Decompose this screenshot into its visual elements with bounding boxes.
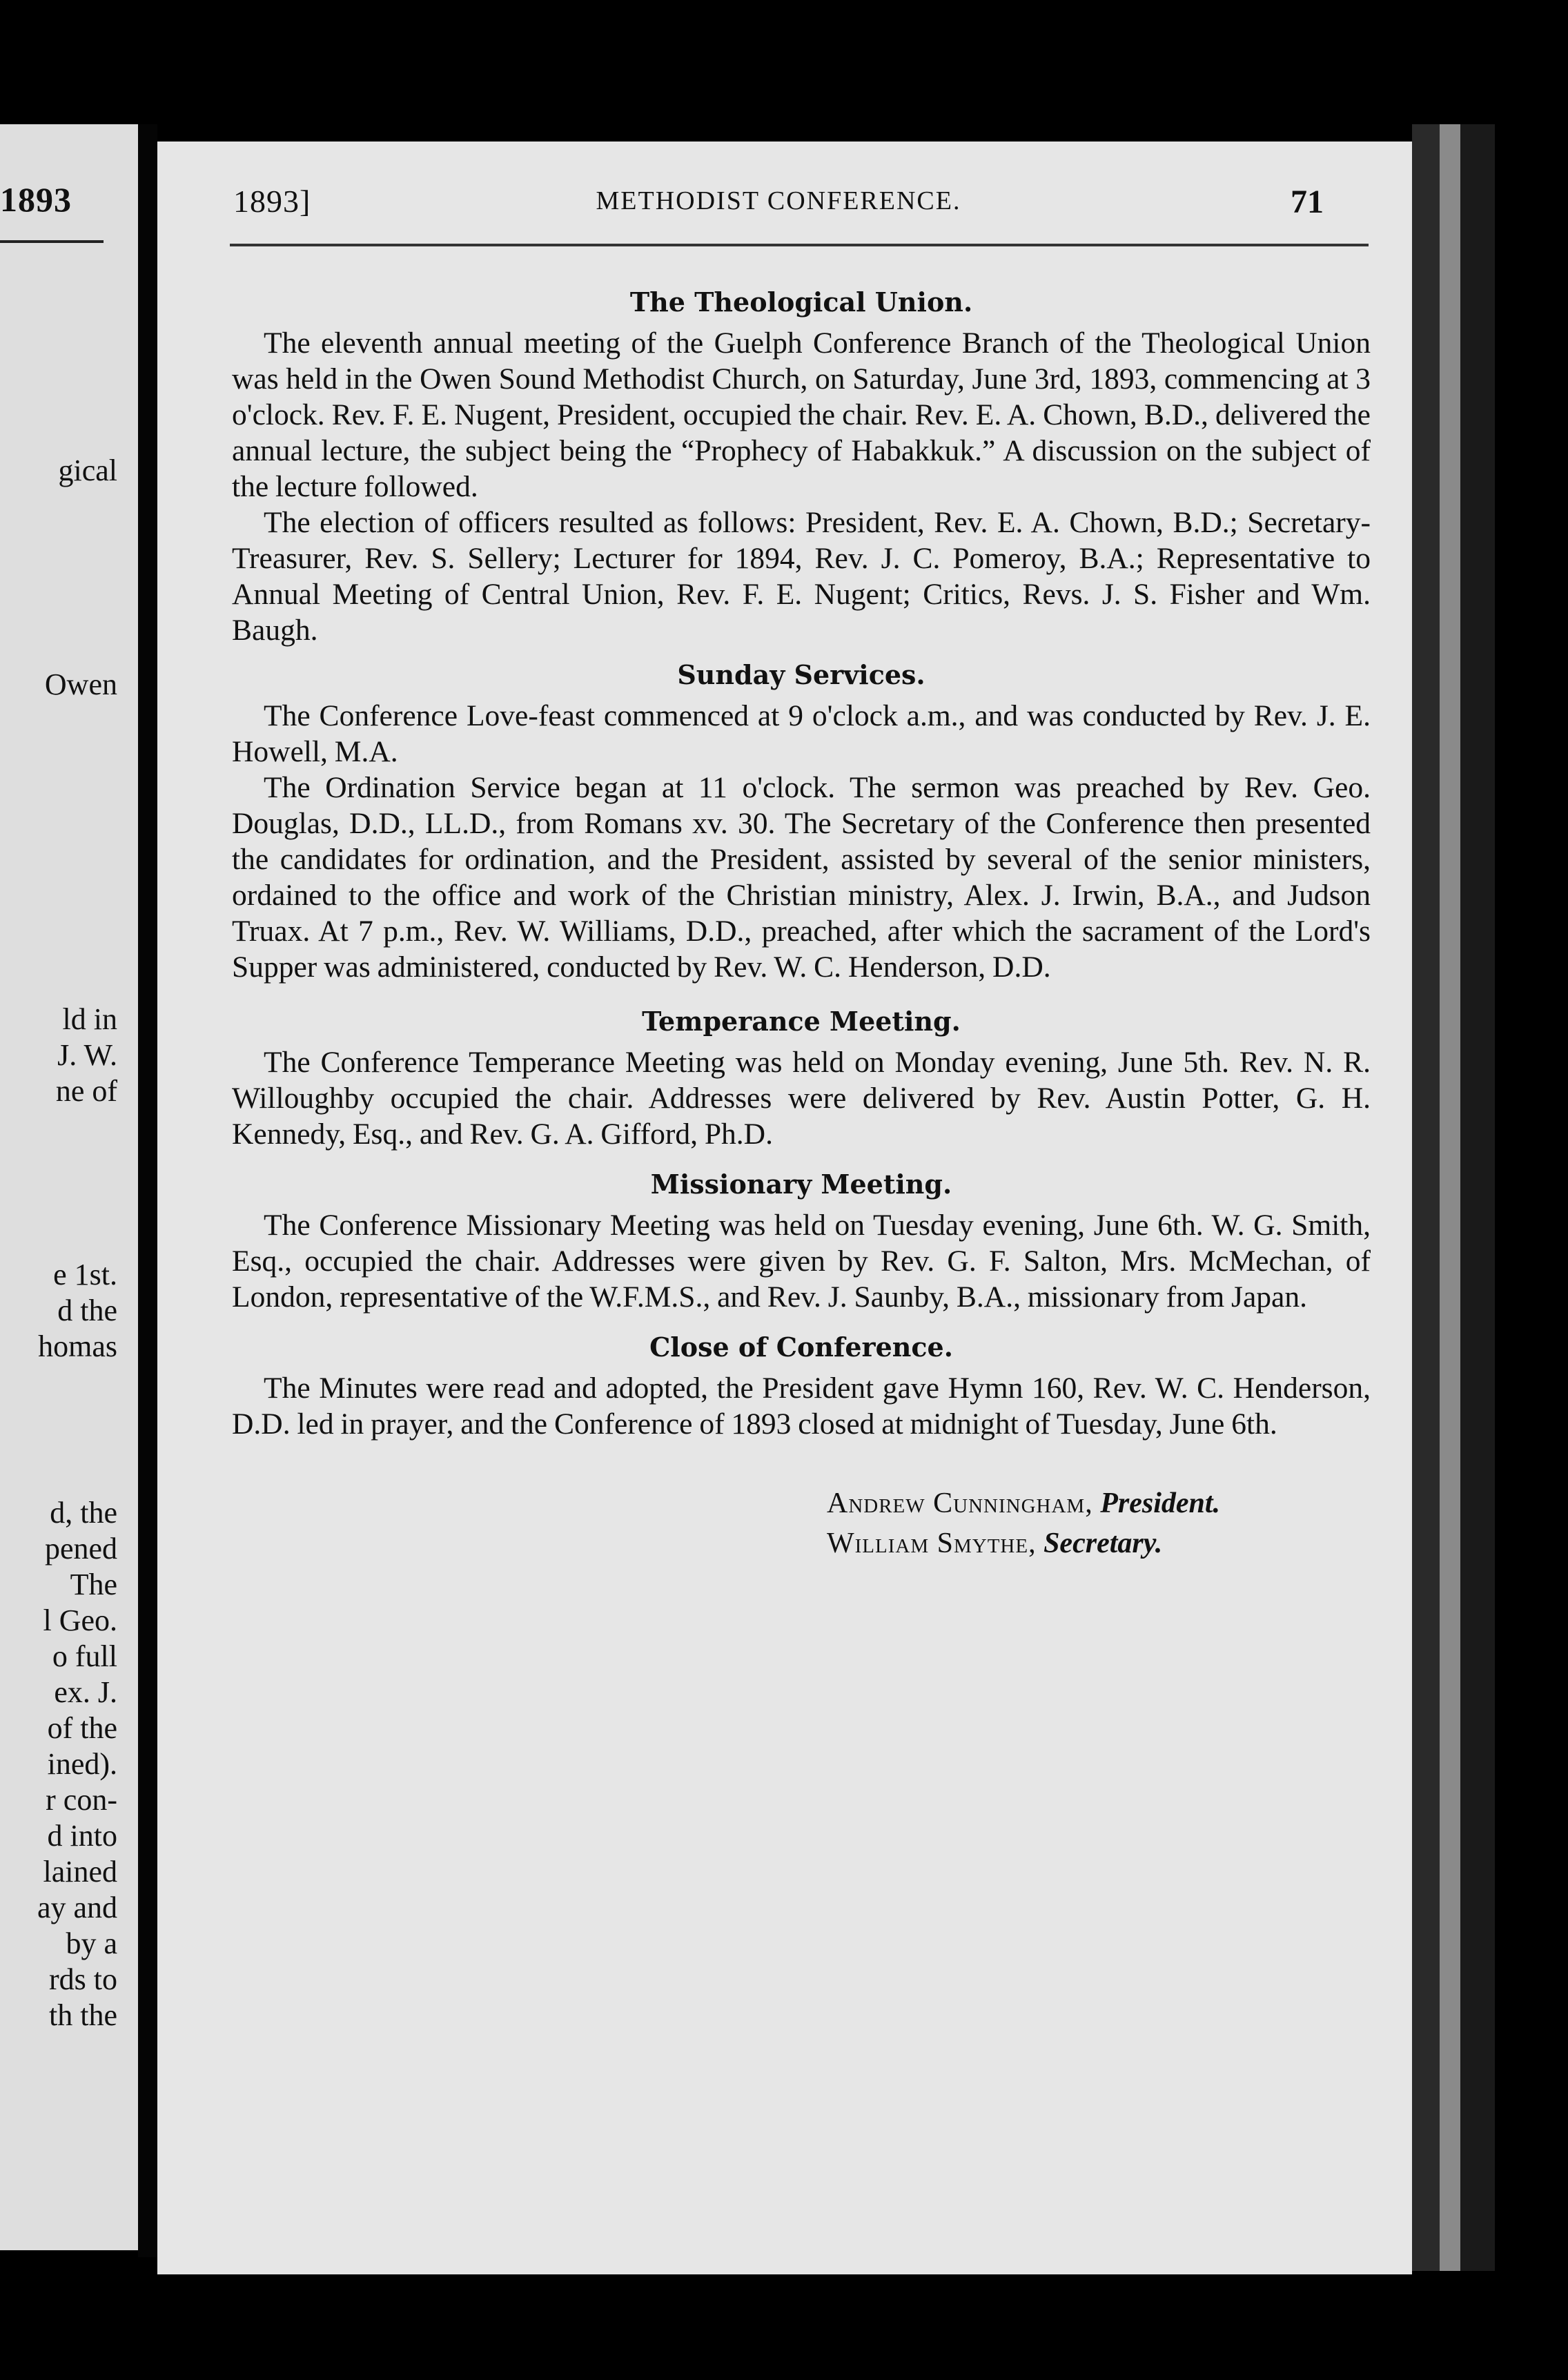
paragraph: The eleventh annual meeting of the Guelph Conference Branch of the Theological Union was held in the Owen Sound Methodist Church, on Saturday, June 3rd, 1893, commencing at 3 o'clock. Rev. F. E. Nugent, President, occupied the chair. Rev. E. A. Chown, B.D., delivered the annual lecture, the subject being the “Prophecy of Habakkuk.” A discussion on the subject of the lecture followed.: [232, 326, 1371, 503]
paragraph: The Ordination Service began at 11 o'clock. The sermon was preached by Rev. Geo. Douglas, D.D., LL.D., from Romans xv. 30. The Secretary of the Conference then presented the candidates for ordination, and the President, assisted by several of the senior ministers, ordained to the office and work of the Christian ministry, Alex. J. Irwin, B.A., and Judson Truax. At 7 p.m., Rev. W. Williams, D.D., preached, after which the sacrament of the Lord's Supper was administered, conducted by Rev. W. C. Henderson, D.D.: [232, 771, 1371, 984]
previous-page-header: 1893: [0, 180, 72, 219]
running-head-title: METHODIST CONFERENCE.: [596, 186, 961, 215]
previous-page-fragment: ld in: [62, 1002, 117, 1036]
running-head: [233, 183, 1324, 224]
previous-page-fragment: gical: [58, 453, 117, 487]
previous-page-fragment: ex. J.: [54, 1675, 117, 1709]
book-gutter: [138, 124, 157, 2257]
previous-page-fragment: The: [70, 1568, 117, 1601]
previous-page-fragment: Owen: [44, 667, 117, 701]
section-heading: Close of Conference.: [649, 1332, 953, 1363]
previous-page-fragment: homas: [38, 1329, 117, 1363]
previous-page-fragment: d, the: [50, 1496, 117, 1530]
previous-page-fragment: rds to: [49, 1962, 117, 1996]
previous-page-rule: [0, 240, 104, 243]
section-heading: Missionary Meeting.: [650, 1169, 952, 1200]
paragraph: The Conference Missionary Meeting was held on Tuesday evening, June 6th. W. G. Smith, Esq., occupied the chair. Addresses were given by Rev. G. F. Salton, Mrs. McMechan, of London, representative of the W.F.M.S., and Rev. J. Saunby, B.A., missionary from Japan.: [232, 1209, 1371, 1314]
previous-page-fragment: d the: [57, 1294, 117, 1327]
page-number: 71: [1291, 184, 1324, 220]
section-sunday-services: [232, 652, 1371, 985]
previous-page-fragment: ne of: [55, 1074, 117, 1108]
signature-block: [827, 1483, 1371, 1563]
previous-page-edge: [0, 124, 138, 2250]
previous-page-fragment: e 1st.: [53, 1258, 117, 1291]
signature-president: [827, 1483, 1371, 1523]
section-temperance-meeting: [232, 999, 1371, 1152]
signatory-name: Andrew Cunningham,: [827, 1488, 1093, 1519]
previous-page-fragment: pened: [44, 1532, 117, 1565]
signatory-title: Secretary.: [1043, 1528, 1163, 1559]
previous-page-fragment: d into: [47, 1819, 117, 1853]
previous-page-fragment: J. W.: [57, 1038, 117, 1072]
book-page: [157, 142, 1412, 2274]
paragraph: The Minutes were read and adopted, the President gave Hymn 160, Rev. W. C. Henderson, D.D. led in prayer, and the Conference of 1893 closed at midnight of Tuesday, June 6th.: [232, 1372, 1371, 1441]
section-close-of-conference: [232, 1325, 1371, 1442]
page-edge-binding: [1460, 124, 1495, 2271]
section-heading: The Theological Union.: [629, 286, 973, 318]
signatory-name: William Smythe,: [827, 1528, 1037, 1559]
paragraph: The election of officers resulted as follows: President, Rev. E. A. Chown, B.D.; Secretary-Treasurer, Rev. S. Sellery; Lecturer for 1894, Rev. J. C. Pomeroy, B.A.; Representative to Annual Meeting of Central Union, Rev. F. E. Nugent; Critics, Revs. J. S. Fisher and Wm. Baugh.: [232, 506, 1371, 647]
section-theological-union: [232, 280, 1371, 648]
section-missionary-meeting: [232, 1162, 1371, 1315]
paragraph: The Conference Temperance Meeting was held on Monday evening, June 5th. Rev. N. R. Willoughby occupied the chair. Addresses were delivered by Rev. Austin Potter, G. H. Kennedy, Esq., and Rev. G. A. Gifford, Ph.D.: [232, 1046, 1371, 1151]
section-heading: Temperance Meeting.: [642, 1006, 961, 1037]
paragraph: The Conference Love-feast commenced at 9 o'clock a.m., and was conducted by Rev. J. E. Howell, M.A.: [232, 699, 1371, 768]
header-rule: [230, 244, 1369, 246]
signature-secretary: [827, 1523, 1371, 1563]
section-heading: Sunday Services.: [677, 659, 925, 690]
previous-page-fragment: ined).: [47, 1747, 117, 1781]
previous-page-fragment: l Geo.: [43, 1603, 117, 1637]
previous-page-fragment: r con-: [46, 1783, 117, 1817]
previous-page-fragment: of the: [47, 1711, 117, 1745]
page-edge-stack: [1440, 124, 1460, 2271]
previous-page-fragment: th the: [49, 1998, 117, 2032]
page-edge-shadow: [1412, 124, 1440, 2271]
previous-page-fragment: ay and: [37, 1891, 117, 1924]
page-body: [232, 280, 1371, 1563]
running-head-year: 1893]: [233, 184, 311, 219]
signatory-title: President.: [1100, 1488, 1221, 1519]
previous-page-fragment: by a: [66, 1927, 117, 1960]
previous-page-fragment: o full: [52, 1639, 117, 1673]
previous-page-fragment: lained: [43, 1855, 117, 1889]
